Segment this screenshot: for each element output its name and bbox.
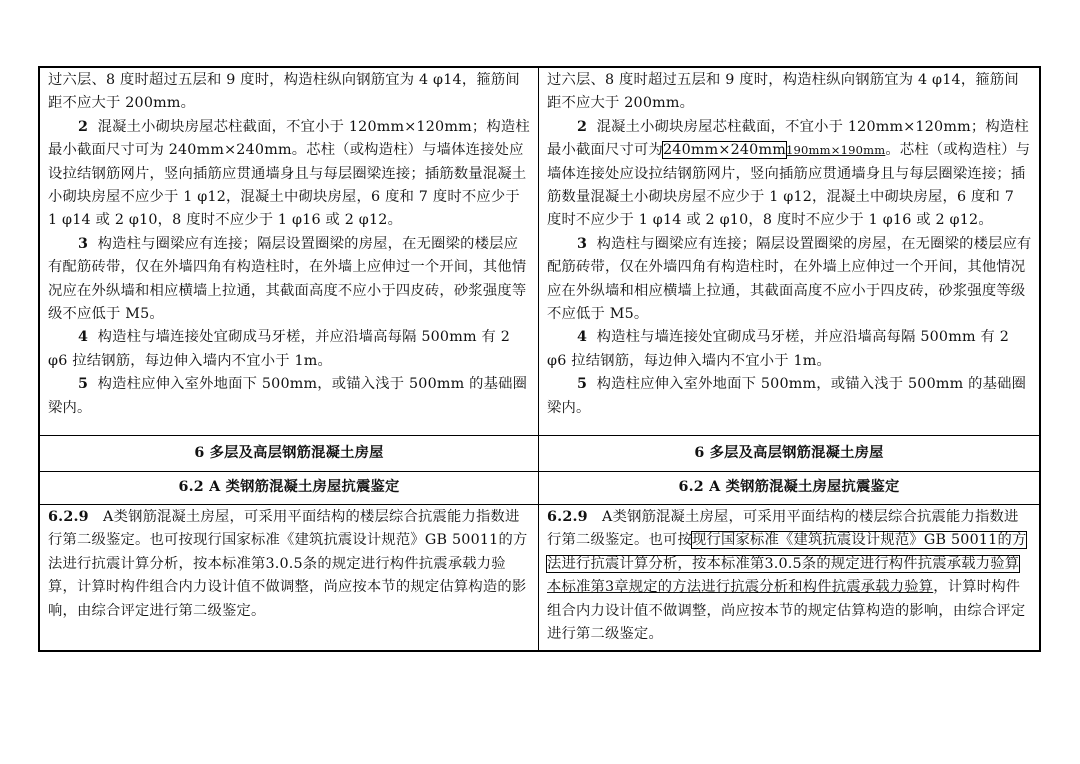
right-clause-629 xyxy=(547,506,1032,646)
item-number: 4 xyxy=(577,329,588,346)
left-section-heading: 6.2 A 类钢筋混凝土房屋抗震鉴定 xyxy=(40,472,539,505)
inserted-text: 本标准第3章规定的方法进行抗震分析和构件抗震承载力验算 xyxy=(547,579,934,596)
left-para-5 xyxy=(48,373,531,420)
left-para-2 xyxy=(48,116,531,233)
right-para-1: 过六层、8 度时超过五层和 9 度时，构造柱纵向钢筋宜为 4 φ14，箍筋间距不应大于 200mm。 xyxy=(547,72,1019,112)
left-clause-629-cell xyxy=(40,505,539,650)
clause-number: 6.2.9 xyxy=(547,509,588,525)
para-text: 构造柱应伸入室外地面下 500mm，或锚入浅于 500mm 的基础圈梁内。 xyxy=(547,376,1027,416)
item-number: 2 xyxy=(78,118,89,135)
left-chapter-heading: 6 多层及高层钢筋混凝土房屋 xyxy=(40,436,539,472)
para-text: 混凝土小砌块房屋芯柱截面，不宜小于 120mm×120mm；构造柱最小截面尺寸可为 240mm×240mm。芯柱（或构造柱）与墙体连接处应设拉结钢筋网片，竖向插筋应贯通墙身且与每层圈梁连接；插筋数量混凝土小砌块房屋不应少于 1 φ12，混凝土中砌块房屋，6 度和 7 度时不应少于 1 φ14 或 2 φ10，8 度时不应少于 1 φ16 或 2 φ12。 xyxy=(48,118,530,229)
right-para-5 xyxy=(547,373,1032,420)
deleted-text-box: 240mm×240mm xyxy=(662,142,786,159)
clause-number: 6.2.9 xyxy=(48,509,89,525)
left-clause-cell xyxy=(40,68,539,436)
item-number: 5 xyxy=(577,376,588,393)
left-para-4 xyxy=(48,326,531,373)
right-para-2 xyxy=(547,116,1032,233)
para-text: 构造柱与圈梁应有连接；隔层设置圈梁的房屋，在无圈梁的楼层应有配筋砖带，仅在外墙四角有构造柱时，在外墙上应伸过一个开间，其他情况应在外纵墙和相应横墙上拉通，其截面高度不应小于四皮砖，砂浆强度等级不应低于 M5。 xyxy=(547,235,1032,323)
right-chapter-heading: 6 多层及高层钢筋混凝土房屋 xyxy=(539,436,1039,472)
clause-text: ，计算时构件组合内力设计值不做调整，尚应按本节的规定估算构造的影响，由综合评定进行第二级鉴定。 xyxy=(547,579,1026,643)
item-number: 3 xyxy=(577,235,588,252)
right-para-4 xyxy=(547,326,1032,373)
comparison-table xyxy=(38,66,1041,652)
item-number: 2 xyxy=(577,118,588,135)
para-text: 混凝土小砌块房屋芯柱截面，不宜小于 120mm×120mm；构造柱最小截面尺寸可为 xyxy=(547,118,1029,159)
right-section-heading: 6.2 A 类钢筋混凝土房屋抗震鉴定 xyxy=(539,472,1039,505)
inserted-text: 190mm×190mm xyxy=(785,143,886,158)
para-text: 构造柱与墙连接处宜砌成马牙槎，并应沿墙高每隔 500mm 有 2 φ6 拉结钢筋，每边伸入墙内不宜小于 1m。 xyxy=(48,329,511,369)
para-text: 构造柱应伸入室外地面下 500mm，或锚入浅于 500mm 的基础圈梁内。 xyxy=(48,376,528,416)
para-text: 构造柱与圈梁应有连接；隔层设置圈梁的房屋，在无圈梁的楼层应有配筋砖带，仅在外墙四角有构造柱时，在外墙上应伸过一个开间，其他情况应在外纵墙和相应横墙上拉通，其截面高度不应小于四皮砖，砂浆强度等级不应低于 M5。 xyxy=(48,235,527,323)
deleted-text-box: 现行国家标准《建筑抗震设计规范》GB 50011的方法进行抗震计算分析，按本标准第3.0.5条的规定进行构件抗震承载力验算 xyxy=(547,532,1027,572)
item-number: 3 xyxy=(78,235,89,252)
right-clause-cell xyxy=(539,68,1039,436)
right-clause-629-cell xyxy=(539,505,1039,650)
left-clause-629 xyxy=(48,506,531,623)
left-para-3 xyxy=(48,233,531,327)
item-number: 5 xyxy=(78,376,89,393)
item-number: 4 xyxy=(78,329,89,346)
para-text: 构造柱与墙连接处宜砌成马牙槎，并应沿墙高每隔 500mm 有 2 φ6 拉结钢筋，每边伸入墙内不宜小于 1m。 xyxy=(547,329,1010,369)
clause-text: A类钢筋混凝土房屋，可采用平面结构的楼层综合抗震能力指数进行第二级鉴定。也可按 xyxy=(547,509,1019,549)
clause-text: A类钢筋混凝土房屋，可采用平面结构的楼层综合抗震能力指数进行第二级鉴定。也可按现行国家标准《建筑抗震设计规范》GB 50011的方法进行抗震计算分析，按本标准第3.0.5条的规定进行构件抗震承载力验算，计算时构件组合内力设计值不做调整，尚应按本节的规定估算构造的影响，由综合评定进行第二级鉴定。 xyxy=(48,509,528,619)
para-text: 。芯柱（或构造柱）与墙体连接处应设拉结钢筋网片，竖向插筋应贯通墙身且与每层圈梁连接；插筋数量混凝土小砌块房屋不应少于 1 φ12，混凝土中砌块房屋，6 度和 7 度时不应少于 1 φ14 或 2 φ10，8 度时不应少于 1 φ16 或 2 φ12。 xyxy=(547,142,1031,229)
right-para-3 xyxy=(547,233,1032,327)
left-para-1: 过六层、8 度时超过五层和 9 度时，构造柱纵向钢筋宜为 4 φ14，箍筋间距不应大于 200mm。 xyxy=(48,72,520,112)
